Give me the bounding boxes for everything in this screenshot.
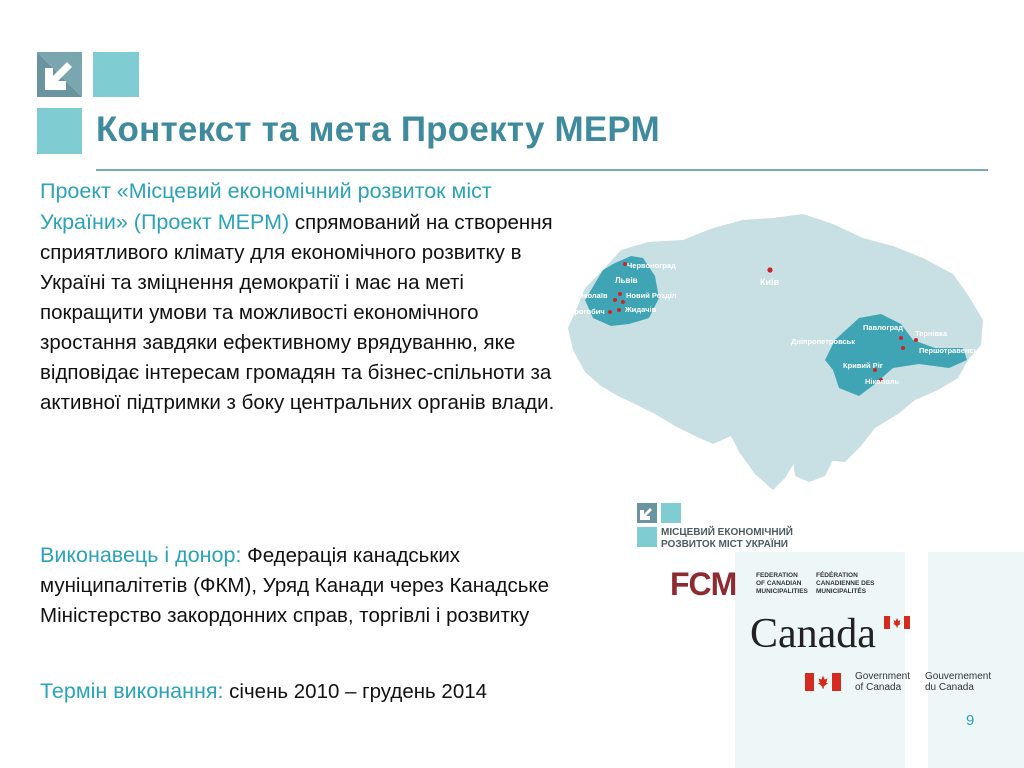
city-nikopol: Нікополь (865, 377, 900, 386)
executor-label: Виконавець і донор: (40, 543, 242, 567)
city-ternivka: Тернівка (915, 329, 948, 338)
logo-square-top-right (93, 52, 139, 97)
city-pavlohrad: Павлоград (863, 323, 903, 332)
fcm-logo (670, 568, 930, 604)
gov-fr (925, 671, 991, 693)
gov-fr-line2: du Canada (925, 682, 974, 693)
city-mykolaiv: Миколаїв (573, 291, 608, 300)
canada-wordmark-text: Canada (750, 611, 876, 657)
logo-square-arrow (37, 52, 82, 97)
merm-logo-arrow-icon (637, 503, 657, 523)
fcm-en-line3: MUNICIPALITIES (756, 588, 808, 595)
fcm-logo-mark: FCM (670, 566, 737, 602)
merm-logo (637, 503, 812, 555)
fcm-en-line1: FEDERATION (756, 572, 798, 579)
city-kyiv: Київ (760, 277, 780, 287)
fcm-en-line2: OF CANADIAN (756, 580, 802, 587)
intro-body: спрямований на створення сприятливого клімату для економічного розвитку в Україні та зміцнення демократії і має на меті покращити умови та можливості економічного зростання завдяки ефективному врядуванню, яке відповідає інтересам громадян та бізнес-спільноти за активної підтримки з боку центральних органів влади. (40, 211, 555, 414)
gov-flag-icon (805, 673, 841, 691)
slide-title: Контекст та мета Проекту МЕРМ (96, 110, 660, 149)
fcm-fr-line1: FÉDÉRATION (816, 572, 858, 579)
intro-highlight: Проект «Місцевий економічний розвиток міст України» (Проект МЕРМ) (40, 179, 492, 234)
logo-square-bottom-left (37, 108, 82, 154)
merm-logo-square-2 (637, 527, 657, 547)
merm-logo-square-1 (661, 503, 681, 523)
government-of-canada-signature (805, 670, 1005, 694)
city-chervonograd: Червоноград (627, 261, 676, 270)
executor-body: Федерація канадських муніципалітетів (ФКМ), Уряд Канади через Канадське Міністерство закордонних справ, торгівлі і розвитку (40, 544, 550, 627)
merm-logo-line2: РОЗВИТОК МІСТ УКРАЇНИ (661, 539, 788, 550)
merm-logo-line1: МІСЦЕВИЙ ЕКОНОМІЧНИЙ (661, 527, 793, 538)
gov-en-line2: of Canada (855, 682, 902, 693)
gov-en (855, 671, 910, 693)
ukraine-map (563, 200, 993, 500)
term-body: січень 2010 – грудень 2014 (223, 680, 488, 703)
decor-panel-right (928, 552, 1024, 768)
gov-en-line1: Government (855, 671, 911, 682)
title-underline (96, 169, 988, 171)
city-novyi-rozdil: Новий Розділ (626, 291, 677, 300)
term-label: Термін виконання: (40, 679, 224, 703)
city-drohobych: Дрогобич (569, 307, 605, 316)
term-paragraph (40, 676, 640, 707)
city-zhydachiv: Жидачів (625, 305, 657, 314)
intro-paragraph (40, 176, 560, 418)
canada-wordmark (750, 610, 920, 660)
page-number: 9 (966, 712, 975, 729)
executor-paragraph (40, 540, 560, 631)
city-kryvyi-rih: Кривий Ріг (843, 361, 883, 370)
fcm-fr-line3: MUNICIPALITÉS (816, 588, 867, 595)
gov-fr-line1: Gouvernement (925, 671, 992, 682)
fcm-logo-en (756, 572, 808, 596)
city-dnipropetrovsk: Дніпропетровськ (791, 337, 856, 346)
city-lviv: Львів (615, 276, 638, 285)
fcm-logo-fr (816, 572, 875, 596)
canada-flag-icon (884, 616, 910, 629)
city-pershotravensk: Першотравенськ (919, 346, 982, 355)
fcm-fr-line2: CANADIENNE DES (816, 580, 875, 587)
